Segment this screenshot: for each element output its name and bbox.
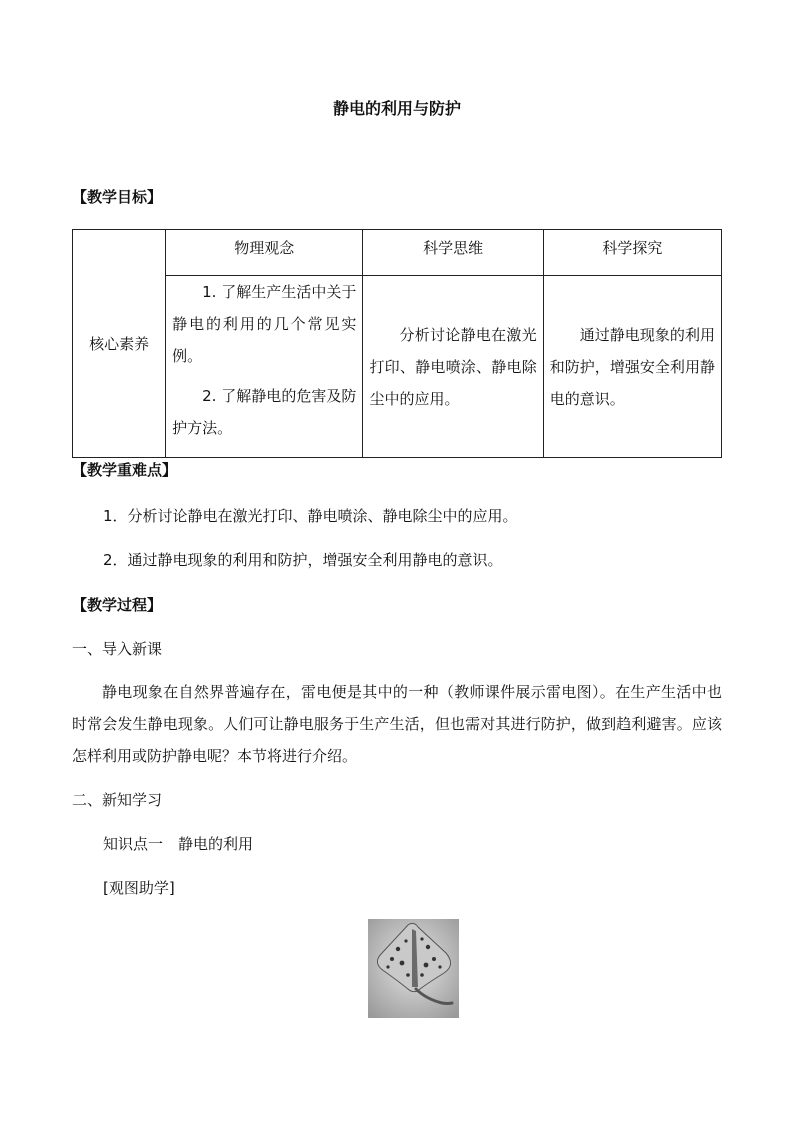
cell-scientific-thinking [363, 276, 543, 458]
physics-point-1: 1. 了解生产生活中关于静电的利用的几个常见实例。 [172, 283, 357, 365]
physics-point-2: 2. 了解静电的危害及防护方法。 [172, 387, 357, 437]
row-label-core-literacy: 核心素养 [73, 230, 166, 458]
header-scientific-inquiry: 科学探究 [543, 230, 721, 276]
knowledge-point-1: 知识点一 静电的利用 [103, 835, 254, 853]
observe-label: [观图助学] [103, 879, 175, 897]
inquiry-text: 通过静电现象的利用和防护，增强安全利用静电的意识。 [549, 325, 715, 408]
page-title: 静电的利用与防护 [332, 99, 461, 118]
part-new-knowledge-heading: 二、新知学习 [72, 791, 163, 809]
key-point-2: 2．通过静电现象的利用和防护，增强安全利用静电的意识。 [103, 551, 503, 569]
intro-paragraph: 静电现象在自然界普遍存在，雷电便是其中的一种（教师课件展示雷电图）。在生产生活中也时常会发生静电现象。人们可让静电服务于生产生活，但也需对其进行防护，做到趋利避害。应该怎样利用或防护静电呢？本节将进行介绍。 [72, 683, 722, 765]
section-key-points: 【教学重难点】 [72, 461, 178, 479]
goals-table [72, 229, 722, 458]
header-scientific-thinking: 科学思维 [363, 230, 543, 276]
key-point-1: 1．分析讨论静电在激光打印、静电喷涂、静电除尘中的应用。 [103, 507, 518, 525]
part-intro-heading: 一、导入新课 [72, 640, 163, 658]
thinking-text: 分析讨论静电在激光打印、静电喷涂、静电除尘中的应用。 [369, 325, 537, 408]
cell-scientific-inquiry [543, 276, 721, 458]
header-physics-concept: 物理观念 [166, 230, 363, 276]
cell-physics-concept [166, 276, 363, 458]
section-teaching-goals: 【教学目标】 [72, 188, 163, 206]
stingray-image [368, 919, 459, 1018]
section-teaching-process: 【教学过程】 [72, 596, 163, 614]
